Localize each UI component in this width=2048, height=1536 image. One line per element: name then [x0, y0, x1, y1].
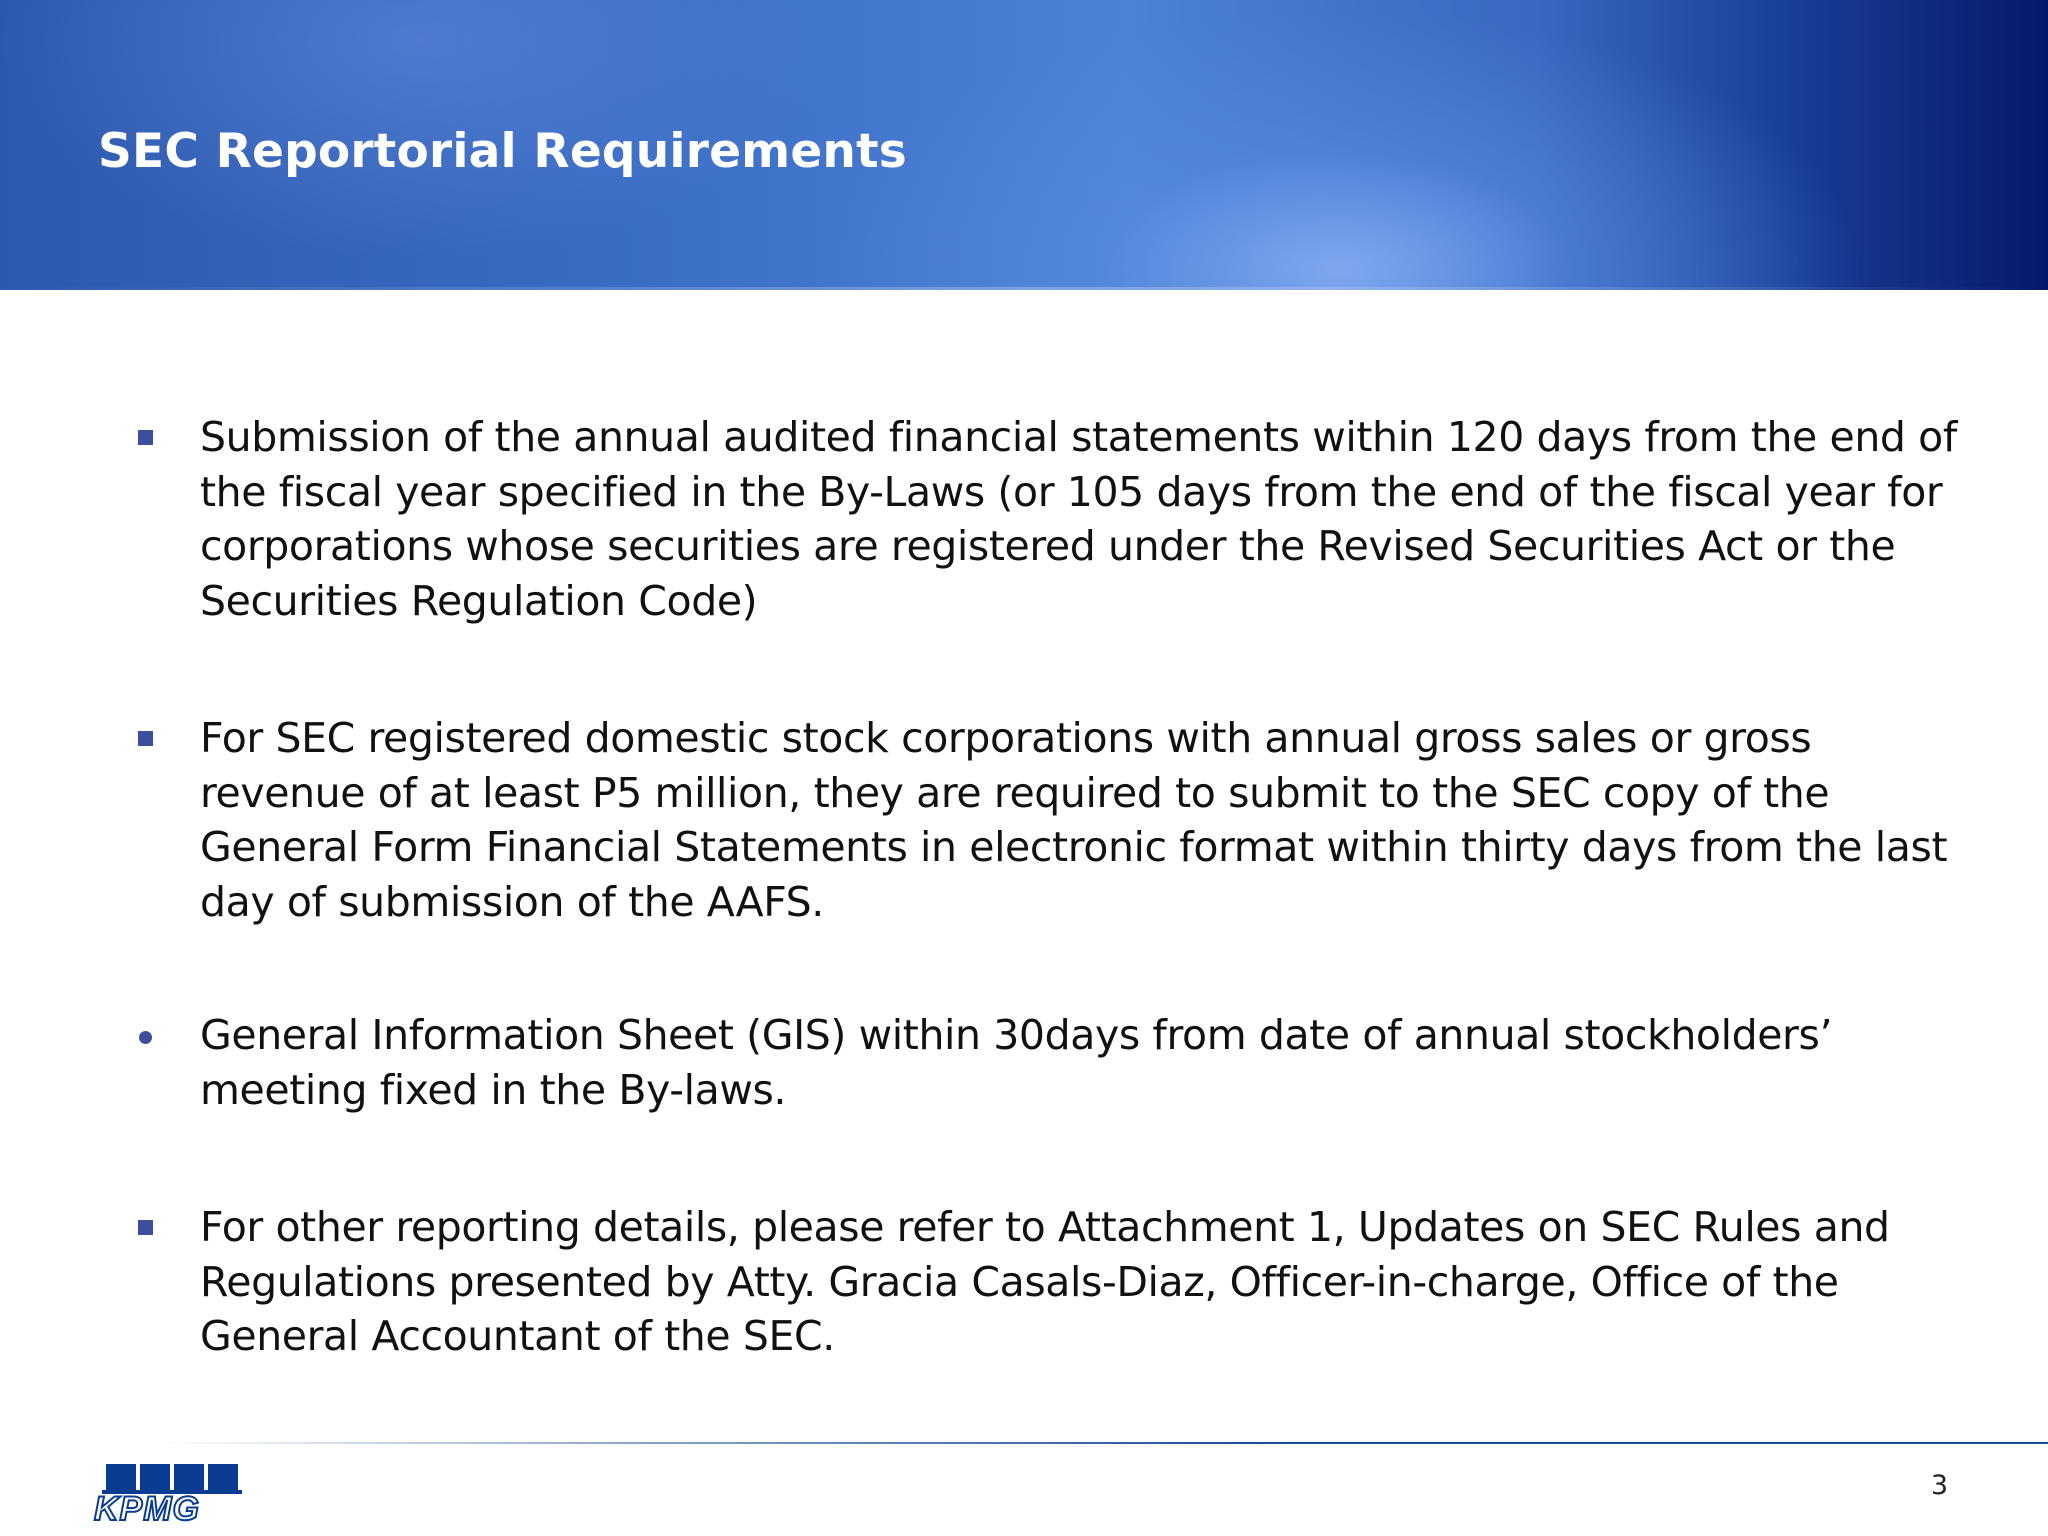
kpmg-logo [92, 1462, 248, 1524]
bullet-text: For SEC registered domestic stock corporations with annual gross sales or gross revenue of at least P5 million, they are required to submit to the SEC copy of the General Form Financial Statements in electronic format within thirty days from the last day of submission of the AAFS. [200, 714, 1948, 926]
bullet-item [200, 1008, 1960, 1117]
bullet-item [200, 410, 1960, 628]
square-bullet-icon [138, 430, 153, 445]
bullet-text: Submission of the annual audited financial statements within 120 days from the end of the fiscal year specified in the By-Laws (or 105 days from the end of the fiscal year for corporations whose securities are registered under the Revised Securities Act or the Securities Regulation Code) [200, 413, 1957, 625]
square-bullet-icon [138, 1220, 153, 1235]
bullet-text: General Information Sheet (GIS) within 30days from date of annual stockholders’ meeting fixed in the By-laws. [200, 1011, 1833, 1114]
svg-text:KPMG: KPMG [94, 1490, 200, 1524]
page-number: 3 [1930, 1470, 1948, 1501]
round-bullet-icon [139, 1031, 152, 1044]
footer-divider [160, 1442, 2048, 1444]
kpmg-logo-icon [92, 1462, 248, 1524]
bullet-text: For other reporting details, please refer to Attachment 1, Updates on SEC Rules and Regulations presented by Atty. Gracia Casals-Diaz, Officer-in-charge, Office of the General Accountant of the SEC. [200, 1203, 1890, 1360]
slide-title: SEC Reportorial Requirements [98, 124, 907, 179]
bullet-item [200, 711, 1960, 929]
bullet-item [200, 1200, 1960, 1364]
square-bullet-icon [138, 731, 153, 746]
